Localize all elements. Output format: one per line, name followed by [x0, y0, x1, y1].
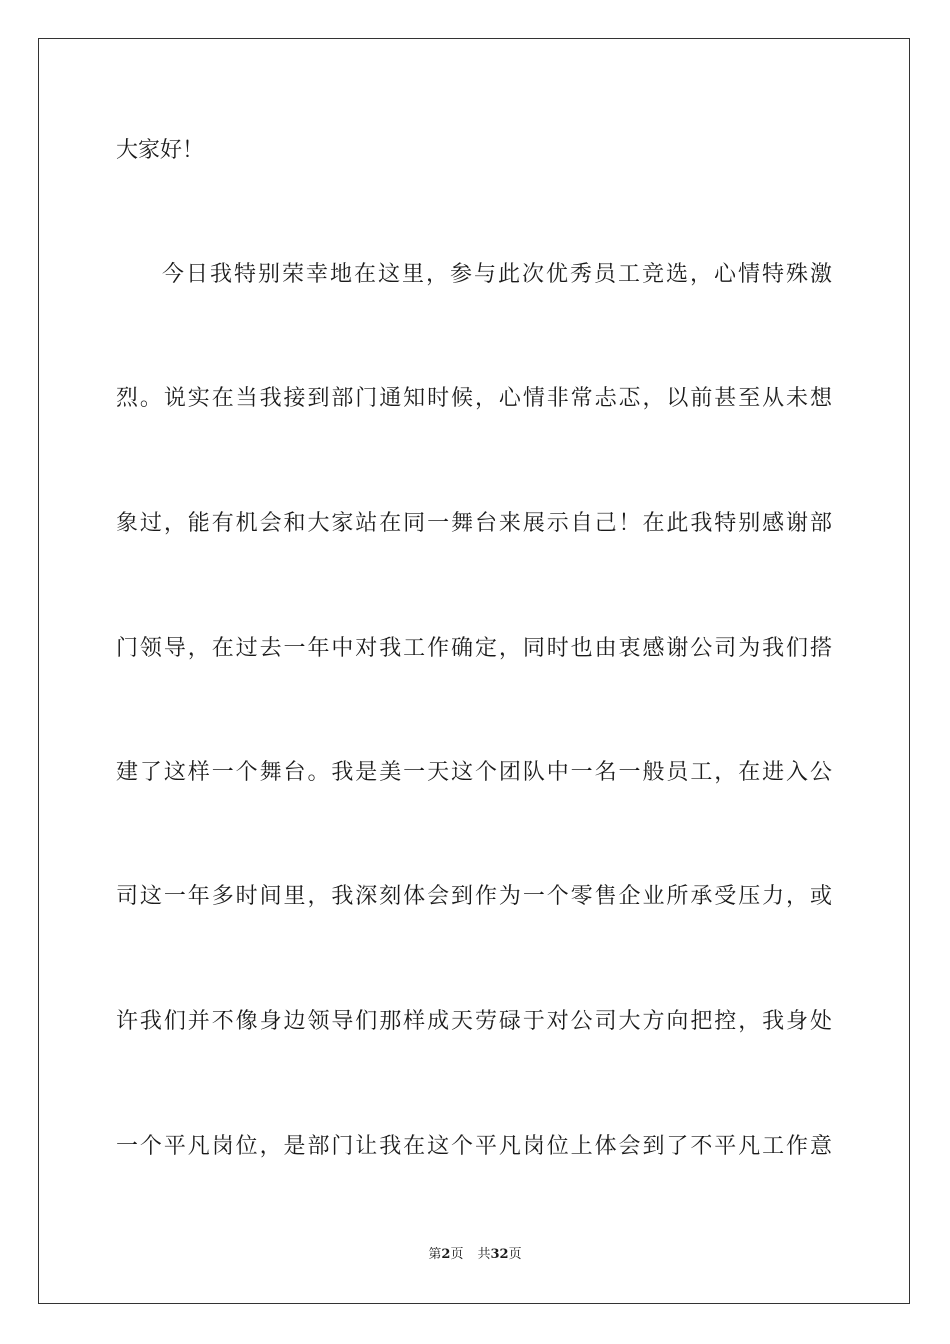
body-line-5: 建了这样一个舞台。我是美一天这个团队中一名一般员工，在进入公	[116, 760, 832, 785]
body-line-1: 今日我特别荣幸地在这里，参与此次优秀员工竞选，心情特殊激	[162, 262, 832, 287]
body-line-2: 烈。说实在当我接到部门通知时候，心情非常忐忑，以前甚至从未想	[116, 386, 832, 411]
total-prefix: 共	[477, 1247, 491, 1262]
page-number: 2	[441, 1247, 451, 1262]
page-border	[38, 38, 910, 1304]
body-line-3: 象过，能有机会和大家站在同一舞台来展示自己！在此我特别感谢部	[116, 511, 832, 536]
page-suffix: 页	[450, 1247, 464, 1262]
body-line-7: 许我们并不像身边领导们那样成天劳碌于对公司大方向把控，我身处	[116, 1009, 832, 1034]
page-prefix: 第	[428, 1247, 442, 1262]
body-line-6: 司这一年多时间里，我深刻体会到作为一个零售企业所承受压力，或	[116, 884, 832, 909]
total-pages: 32	[490, 1247, 509, 1262]
body-line-8: 一个平凡岗位，是部门让我在这个平凡岗位上体会到了不平凡工作意	[116, 1134, 832, 1159]
greeting-line: 大家好！	[116, 138, 205, 163]
total-suffix: 页	[508, 1247, 522, 1262]
body-line-4: 门领导，在过去一年中对我工作确定，同时也由衷感谢公司为我们搭	[116, 636, 832, 661]
page-footer	[0, 1246, 950, 1264]
